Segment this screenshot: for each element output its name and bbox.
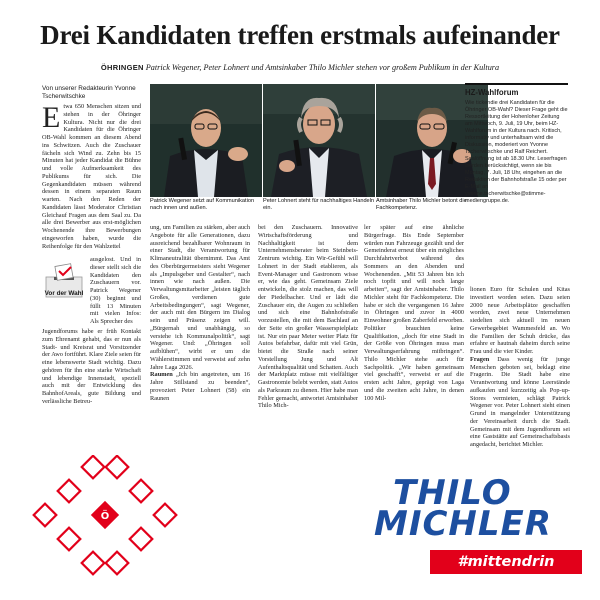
city-logo-icon [25,455,185,590]
photo-caption-lohnert: Peter Lohnert steht für nachhaltiges Handeln ein. [263,198,375,211]
article-headline: Drei Kandidaten treffen erstmals aufeinander [40,20,560,50]
sidebar-wahlforum [465,83,568,283]
column-1-cont-text: ausgelost. Und in dieser stellt sich die Kandidaten den Zuschauern vor. Patrick Wegener (30) beginnt und füllt 13 Minuten mit vielen Infos: Als Sprecher des [90,256,141,325]
vote-badge-label: Vor der Wahl [44,290,84,297]
sidebar-text: Wie tickendie drei Kandidaten für die Öhringer OB-Wahl? Dieser Frage geht die Ressortleitung der Hohenloher Zeitung am Mittwoch, 9. Juli, 19 Uhr, beim HZ-Wahlforum in der Kultura nach. Kritisch, informativ und unterhaltsam wird die Diskussion, moderiert von Yvonne Tscherwitschke und Ralf Reichert. Saalöffnung ist ab 18.30 Uhr. Leserfragen werden berücksichtigt, wenn sie bis Montag, 7. Juli, 18 Uhr, eingehen an die Redaktion der Bahnhofstraße 15 oder per E-Mail an yvonne.tscherwitschke@stimme-mediengruppe.de. [465,100,568,204]
ballot-box-icon [42,254,86,308]
city-logo-letter: Ö [100,511,110,522]
subheadline-text: Patrick Wegener, Peter Lohnert und Amtsinkaber Thilo Michler stehen vor großem Publikum in der Kultura [145,63,500,72]
dropcap: E [42,103,61,134]
column-1-lower-text: Jugendforums habe er früh Kontakt zum Ehrenamt gehabt, das er nun als Stadt- und Kreisrat und Vorsitzender der Awo fortführt. Klare Ziele seien für eine lebenswerte Stadt wichtig. Dazu gehören für ihn eine starke Wirtschaft und lebendige Innenstadt, speziell auch mit der Entwicklung des BahnhofAreals, gute Bildung und verlässliche Betreu- [42,328,141,405]
column-2-text: ung, um Familien zu stärken, aber auch Angebote für alle Generationen, dazu ausreichend bezahlbarer Wohnraum in einer Stadt, die Verantwortung für Klimaneutralität übernimmt. Das Amt des Oberbürgermeisters sieht Wegener als „Impulsgeber und Gestalter“, nach innen wie nach außen. Die Verwaltungsmitarbeiter „leisten täglich Großes, verdienen gute Arbeitsbedingungen“, sagt Wegener, der auch mit den Bürgern im Dialog sein und Präsenz zeigen will. „Bürgernah und unabhängig, so verstehe ich Kommunalpolitik“, sagt Wegener. Und: „Öhringen soll aufblühen“, wirbt er um die Wählerstimmen und verweist auf zehn Jahre Laga 2026. [150,224,250,371]
photo-caption-michler: Amtsinhaber Thilo Michler betont die Fachkompetenz. [376,198,467,211]
article-column-5 [470,286,570,478]
column-3-text: bei den Zuschauern. Innovative Wirtschaftsförderung und Nachhaltigkeit ist dem Unternehmensberater beim Steinbeis-Zentrum wichtig. Ein Wir-Gefühl will Lohnert in der Stadt etablieren, als Event-Manager und Gastronom wisse er, wie das geht. Gemeinsam Ziele entwickeln, die stolz machen, das will der Piedelbacher. Und er lädt die Zuschauer ein, die Augen zu schließen und sich eine Bahnhofstraße vorzustellen, die mit dem Bachlauf an der Seite ein großer Wasserspielplatz ist. Nur ein paar Meter weiter Platz für Autos befahrbar, dafür mit viel Grün, bietet die Straße nach seiner Vorstellung Jung und Alt Aufenthaltsqualität und Schatten. Auch der Marktplatz müsse mit vielfältiger Gastronomie belebt werden, statt Autos als Parkraum zu dienen. Hier habe man Fehler gemacht, antwortet Amtsinhaber Thilo Mich- [258,224,358,410]
article-column-1 [42,103,141,255]
photo-patrick-wegener [150,84,262,197]
article-column-1-continued [90,256,141,327]
brand-first-name: THILO [393,473,512,513]
brand-hashtag: #mittendrin [430,550,582,574]
column-2-subhead: Raumen [150,371,173,379]
column-5-sub-text: Dass wenig für junge Menschen geboten sei, beklagt eine Fragerin. Die Stadt habe eine Verantwortung und könne Leerstände aufkaufen und kurzzeitig als Pop-up-Stores vermieten, schlägt Patrick Wegener vor. Peter Lohnert sieht einen Grund in mangelnder Unterstützung der Vereinsarbeit durch die Stadt. Gemeinsam mit dem Jugendforum sei eine Gaststätte auf Gemeinschaftsbasis angedacht, berichtet Michler. [470,355,570,448]
article-column-3 [258,224,358,478]
photo-caption-wegener: Patrick Wegener setzt auf Kommunikation nach innen und außen. [150,198,255,211]
column-1-text: twa 650 Menschen sitzen und stehen in der Öhringer Kultura. Nicht nur die drei Kandidaten für die Öhringer OB-Wahl kommen an diesem Abend ins Schwitzen. Auch die Zuschauer fächeln sich Wind zu. Zehn bis 15 Minuten hat jeder Kandidat die Bühne und volle Aufmerksamkeit des Publikums für sich. Die Gegenkandidaten müssen während dessen in einem separaten Raum warten. Nach den Reden der Kandidaten lässt Moderator Christian Gleichauf Fragen aus dem Saal zu. Da alle drei Bewerber aus erst-möglichen Wochenende ihre Bewerbungen eingeworfen haben, wurde die Reihenfolge für den Wahlzettel [42,103,141,250]
article-column-2 [150,224,250,478]
article-column-4 [364,224,464,478]
brand-last-name: MICHLER [374,504,552,544]
kicker-location: ÖHRINGEN [100,63,144,72]
sidebar-title: HZ-Wahlforum [465,88,519,97]
article-subheadline [40,63,560,72]
column-4-text: ler später auf eine ähnliche Bürgerfrage. Bis Ende September würden nun Fahrzeuge gezählt und der Gemeinderat erneut über ein mögliches Durchfahrtverbot während des Sommers an den Abenden und Wochenenden. „Mit 53 Jahren bin ich noch topfit und will noch lange arbeiten“, sagt der Amtsinhaber. Thilo Michler steht für Fachkompetenz. Die habe er sich die vergangenen 16 Jahre in Öhringen und zuvor in 4000 Einwohner großen Zaberfeld erworben. Politiker brauchten keine Qualifikation, „doch für eine Stadt in der Größe von Öhringen muss man Verwaltungserfahrung mitbringen“. Thilo Michler stehe auch für Sachpolitik. „Wir haben gemeinsam viel geschafft“, verweist er auf die ersten acht Jahre, geprägt von Laga und die zweiten acht Jahre, in denen 100 Mil- [364,224,464,402]
photo-peter-lohnert [263,84,375,197]
column-2-sub-text: „Ich bin angetreten, um 16 Jahre Stillstand zu beenden“, provoziert Peter Lohnert (58) ein Raunen [150,371,250,402]
byline: Von unserer Redakteurin Yvonne Tscherwitschke [42,85,136,100]
column-5-text: lionen Euro für Schulen und Kitas investiert worden seien. Dazu seien 2000 neue Arbeitsplätze geschaffen worden, zwei neue Unternehmen siedelten sich aktuell im neuen Gewerbegebiet Wammesfeld an. Wo die Familien der Schuh drücke, das erfahre er hautnah daheim durch seine Frau und die vier Kinder. [470,286,570,355]
column-5-subhead: Fragen [470,355,490,363]
